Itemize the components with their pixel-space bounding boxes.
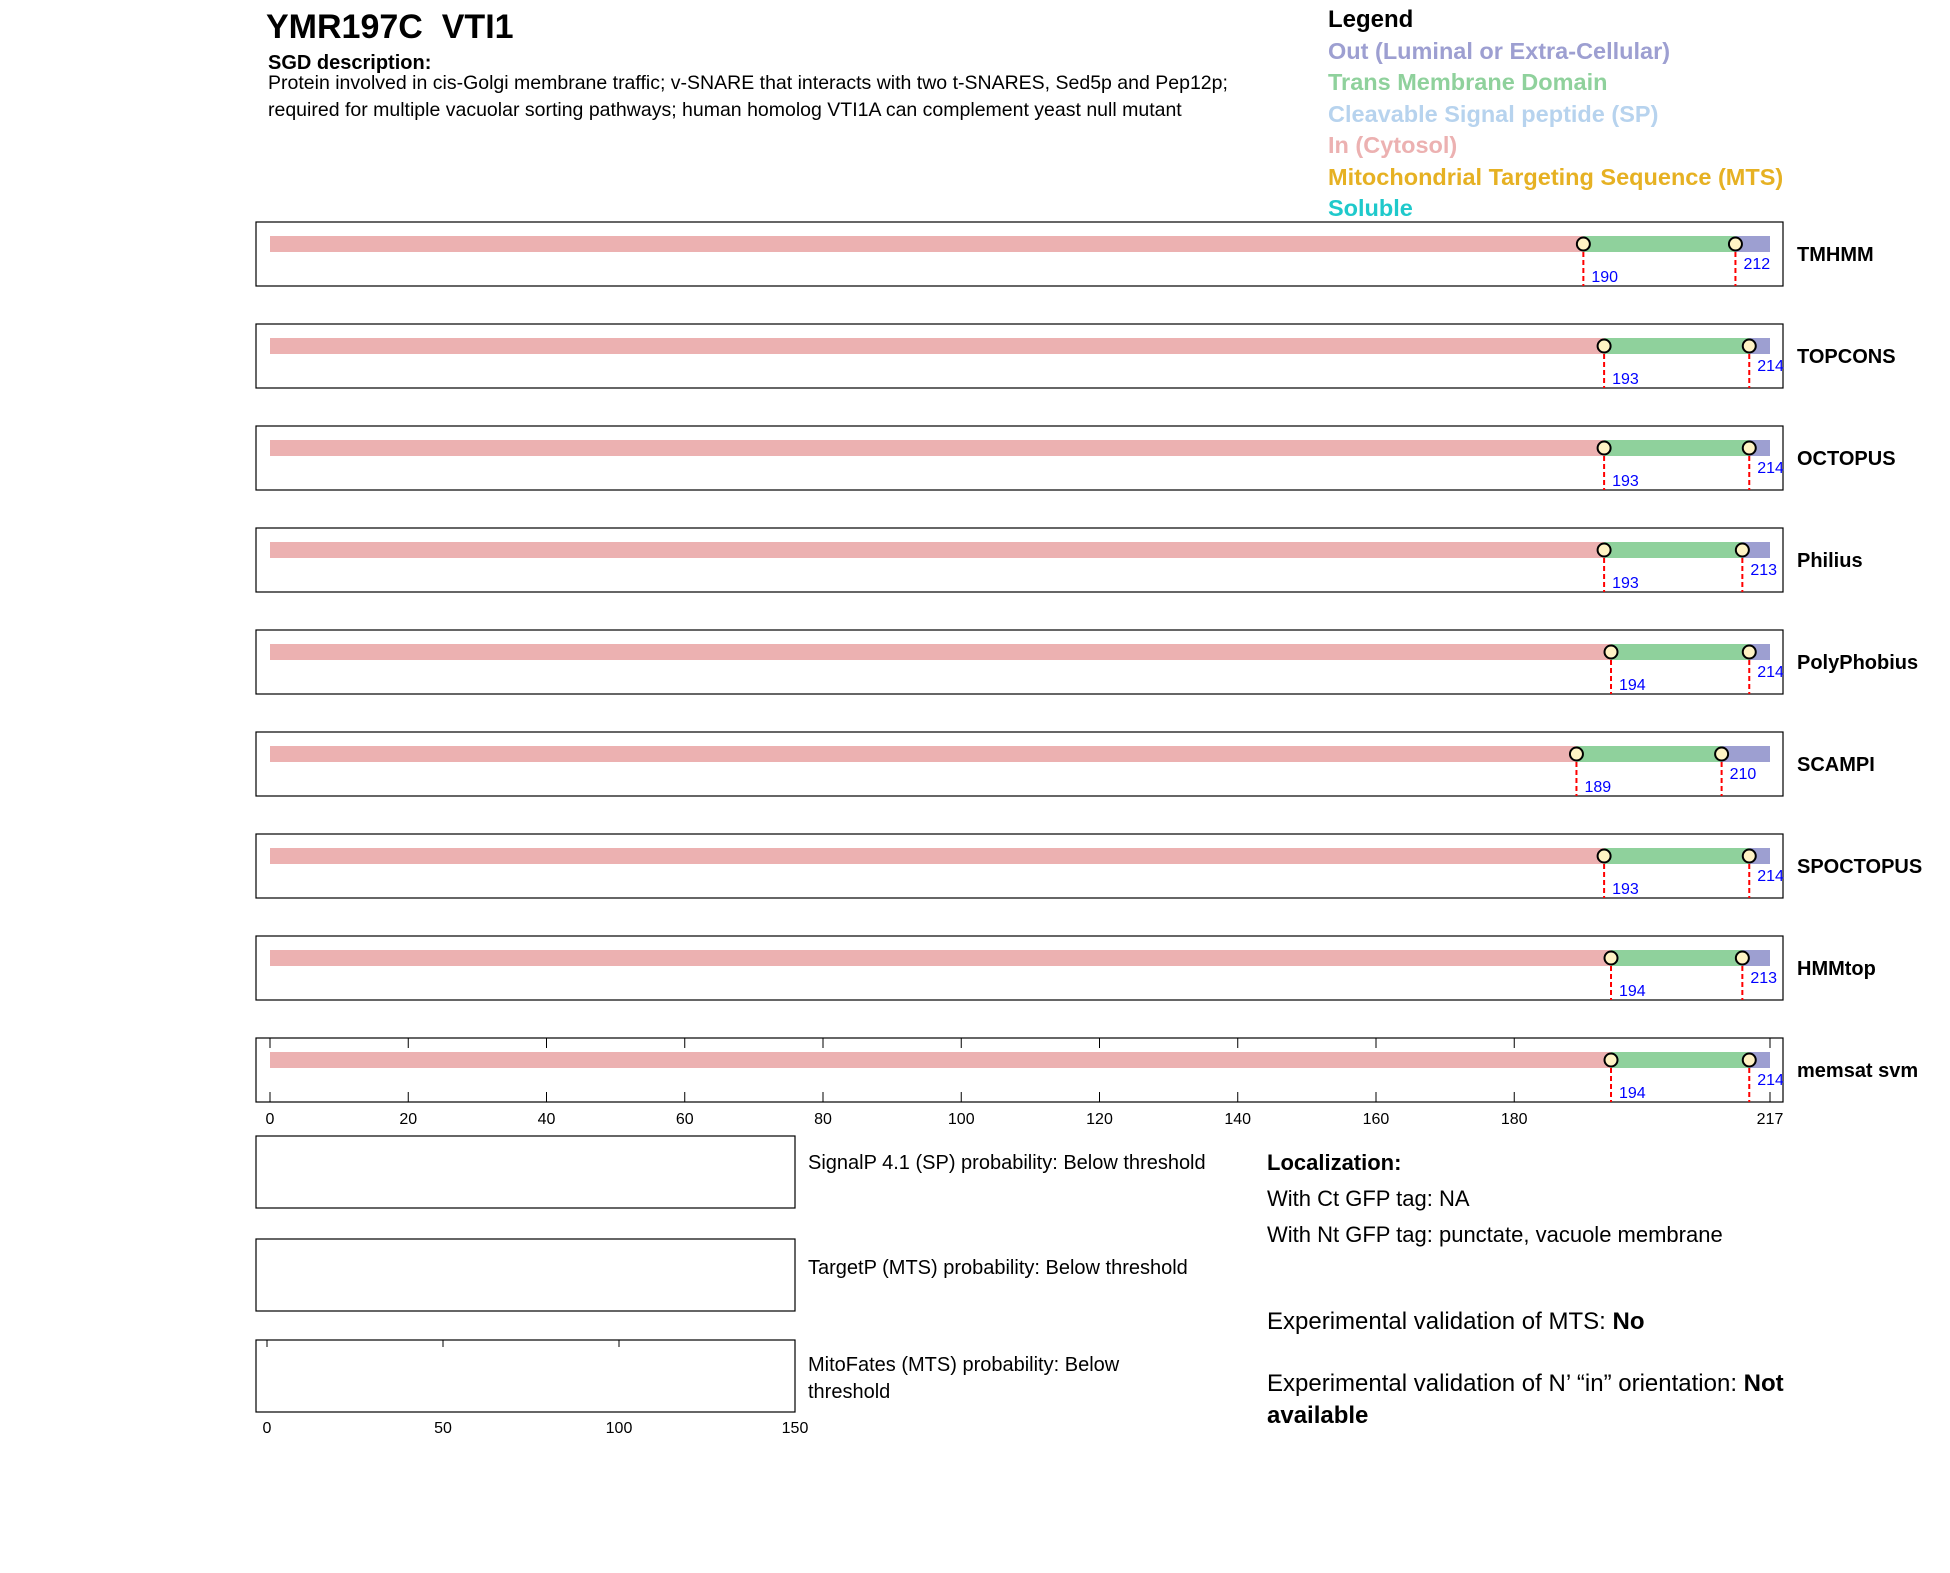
predictor-name: Philius: [1797, 550, 1863, 572]
track-frame: [256, 426, 1783, 490]
boundary-position-label: 213: [1750, 970, 1778, 987]
in-cytosol-segment: [270, 746, 1576, 762]
mitofates-panel: [256, 1340, 795, 1412]
boundary-position-label: 194: [1619, 677, 1646, 694]
track-frame: [256, 324, 1783, 388]
predictor-name: SPOCTOPUS: [1797, 856, 1923, 878]
x-tick-label: 60: [675, 1111, 694, 1128]
nt-gfp-localization: With Nt GFP tag: punctate, vacuole membrane: [1267, 1222, 1723, 1247]
boundary-marker: [1598, 340, 1611, 353]
transmembrane-segment: [1604, 440, 1749, 456]
boundary-position-label: 214: [1757, 358, 1784, 375]
x-tick-label: 40: [537, 1111, 556, 1128]
boundary-position-label: 214: [1757, 664, 1784, 681]
boundary-marker: [1570, 748, 1583, 761]
x-tick-label: 80: [814, 1111, 832, 1128]
in-cytosol-segment: [270, 1052, 1611, 1068]
predictor-name: TMHMM: [1797, 244, 1874, 266]
x-tick-label: 180: [1500, 1111, 1528, 1128]
predictor-name: HMMtop: [1797, 958, 1876, 980]
prob-x-tick-label: 150: [781, 1420, 809, 1437]
transmembrane-segment: [1604, 338, 1749, 354]
legend-item: Mitochondrial Targeting Sequence (MTS): [1328, 163, 1784, 190]
boundary-marker: [1743, 850, 1756, 863]
track-frame: [256, 834, 1783, 898]
boundary-marker: [1743, 442, 1756, 455]
legend-item: Trans Membrane Domain: [1328, 69, 1608, 95]
sgd-description-label: SGD description:: [268, 52, 432, 74]
boundary-position-label: 214: [1757, 868, 1784, 885]
in-cytosol-segment: [270, 848, 1604, 864]
track-frame: [256, 936, 1783, 1000]
signalp-panel: [256, 1136, 795, 1208]
x-tick-label: 100: [947, 1111, 975, 1128]
experimental-mts-validation: [1267, 1308, 1644, 1336]
transmembrane-segment: [1604, 542, 1742, 558]
boundary-marker: [1729, 238, 1742, 251]
x-tick-label: 20: [399, 1111, 418, 1128]
boundary-marker: [1598, 850, 1611, 863]
track-frame: [256, 1038, 1783, 1102]
x-tick-label: 160: [1362, 1111, 1390, 1128]
legend-item: Out (Luminal or Extra-Cellular): [1328, 37, 1671, 64]
track-frame: [256, 528, 1783, 592]
gene-id: YMR197C: [266, 8, 423, 46]
signalp-probability-text: SignalP 4.1 (SP) probability: Below threshold: [808, 1152, 1206, 1174]
legend-title: Legend: [1328, 6, 1414, 33]
transmembrane-segment: [1611, 950, 1742, 966]
x-tick-label: 0: [265, 1111, 275, 1128]
predictor-name: PolyPhobius: [1797, 652, 1919, 674]
boundary-position-label: 193: [1612, 371, 1639, 388]
in-cytosol-segment: [270, 950, 1611, 966]
localization-heading: Localization:: [1267, 1150, 1402, 1175]
x-tick-label: 140: [1224, 1111, 1252, 1128]
track-frame: [256, 732, 1783, 796]
boundary-marker: [1577, 238, 1590, 251]
boundary-position-label: 214: [1757, 460, 1784, 477]
legend-item: In (Cytosol): [1328, 132, 1458, 158]
predictor-name: memsat svm: [1797, 1060, 1919, 1082]
transmembrane-segment: [1611, 1052, 1749, 1068]
gene-name: VTI1: [441, 8, 514, 46]
boundary-marker: [1598, 544, 1611, 557]
prob-x-tick-label: 50: [434, 1420, 452, 1437]
boundary-position-label: 213: [1750, 562, 1778, 579]
targetp-probability-text: TargetP (MTS) probability: Below threshold: [808, 1257, 1188, 1279]
boundary-position-label: 194: [1619, 1085, 1646, 1102]
experimental-n-in-value: Not available: [1267, 1370, 1784, 1429]
boundary-position-label: 214: [1757, 1072, 1784, 1089]
x-tick-label: 120: [1086, 1111, 1113, 1128]
boundary-position-label: 193: [1612, 881, 1639, 898]
predictor-name: OCTOPUS: [1797, 448, 1896, 470]
boundary-marker: [1605, 1054, 1618, 1067]
transmembrane-segment: [1576, 746, 1721, 762]
transmembrane-segment: [1604, 848, 1749, 864]
boundary-marker: [1743, 646, 1756, 659]
experimental-n-in-label: Experimental validation of N’ “in” orientation:: [1267, 1370, 1744, 1397]
boundary-marker: [1743, 340, 1756, 353]
boundary-marker: [1605, 646, 1618, 659]
experimental-mts-value: No: [1612, 1308, 1645, 1335]
x-tick-label: 217: [1756, 1111, 1784, 1128]
boundary-marker: [1605, 952, 1618, 965]
boundary-position-label: 210: [1729, 766, 1757, 783]
predictor-name: SCAMPI: [1797, 754, 1875, 776]
transmembrane-segment: [1611, 644, 1749, 660]
sgd-description-text: Protein involved in cis-Golgi membrane traffic; v-SNARE that interacts with two t-SNARES, Sed5p and Pep12p; required for multiple vacuolar sorting pathways; human homolog VTI1A can complement yeast null mutant: [268, 72, 1228, 121]
mitofates-probability-text: MitoFates (MTS) probability: Below threshold: [808, 1354, 1120, 1403]
in-cytosol-segment: [270, 440, 1604, 456]
boundary-marker: [1743, 1054, 1756, 1067]
legend-item: Soluble: [1328, 195, 1413, 221]
prob-x-tick-label: 0: [262, 1420, 272, 1437]
boundary-position-label: 212: [1743, 256, 1771, 273]
boundary-position-label: 194: [1619, 983, 1646, 1000]
track-frame: [256, 630, 1783, 694]
experimental-n-in-validation: [1267, 1368, 1867, 1432]
boundary-position-label: 190: [1591, 269, 1619, 286]
predictor-name: TOPCONS: [1797, 346, 1896, 368]
targetp-panel: [256, 1239, 795, 1311]
transmembrane-segment: [1583, 236, 1735, 252]
in-cytosol-segment: [270, 644, 1611, 660]
ct-gfp-localization: With Ct GFP tag: NA: [1267, 1186, 1470, 1211]
prob-x-tick-label: 100: [605, 1420, 633, 1437]
boundary-marker: [1715, 748, 1728, 761]
boundary-marker: [1736, 544, 1749, 557]
legend-item: Cleavable Signal peptide (SP): [1328, 100, 1659, 127]
boundary-marker: [1736, 952, 1749, 965]
in-cytosol-segment: [270, 542, 1604, 558]
in-cytosol-segment: [270, 236, 1583, 252]
track-frame: [256, 222, 1783, 286]
boundary-position-label: 193: [1612, 473, 1639, 490]
boundary-position-label: 189: [1584, 779, 1612, 796]
in-cytosol-segment: [270, 338, 1604, 354]
localization-block: [1267, 1150, 1723, 1258]
boundary-marker: [1598, 442, 1611, 455]
experimental-mts-label: Experimental validation of MTS:: [1267, 1308, 1613, 1335]
boundary-position-label: 193: [1612, 575, 1639, 592]
